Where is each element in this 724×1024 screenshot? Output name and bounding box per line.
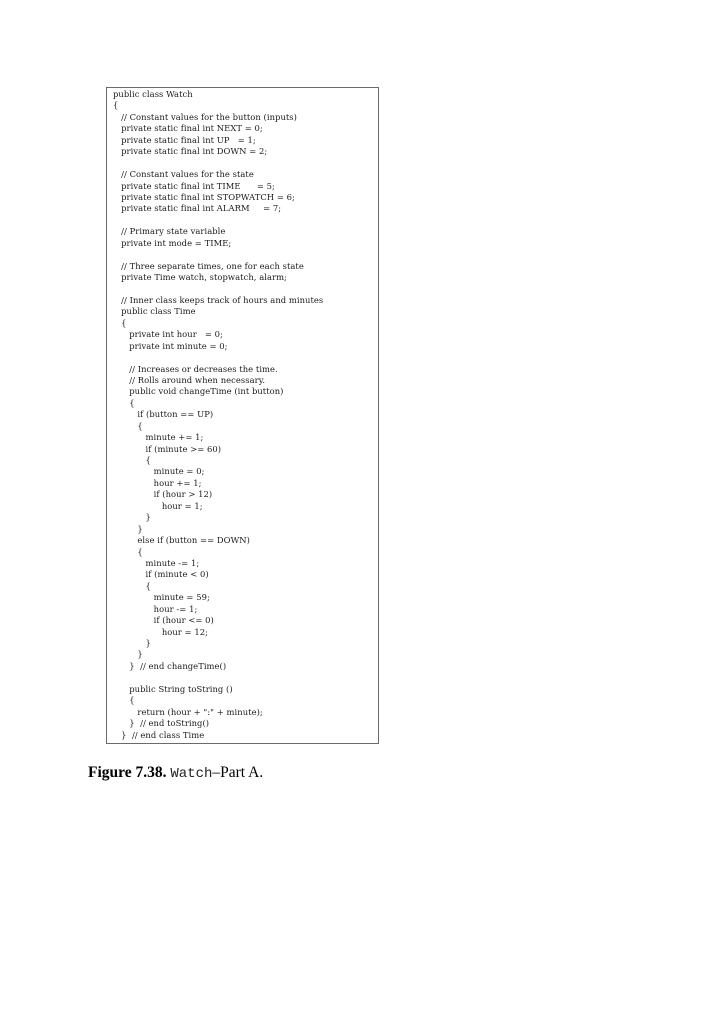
code-line: else if (button == DOWN) [113,535,250,546]
figure-class-name: Watch [170,766,213,782]
code-line [113,249,323,260]
code-line: private static final int UP = 1; [113,134,256,145]
code-line [113,352,323,363]
code-line: { [113,580,151,591]
code-line: // Constant values for the button (inputs) [113,111,297,122]
code-line: private int mode = TIME; [113,237,232,248]
code-line: minute = 0; [113,466,205,477]
code-line: if (hour > 12) [113,489,213,500]
code-line: // Rolls around when necessary. [113,374,266,385]
code-line: // Primary state variable [113,226,226,237]
code-line: return (hour + ":" + minute); [113,706,263,717]
code-line: { [113,317,127,328]
code-line: { [113,397,135,408]
code-line: hour += 1; [113,477,202,488]
code-line: if (button == UP) [113,409,214,420]
code-line: if (hour <= 0) [113,615,214,626]
code-listing-box [106,87,379,744]
code-line: minute = 59; [113,592,210,603]
code-line: { [113,455,151,465]
code-line: } [113,638,151,648]
figure-caption-suffix: –Part A. [212,764,264,781]
code-line: if (minute < 0) [113,569,209,580]
code-line: public class Time [113,306,196,317]
code-line: } [113,523,143,534]
code-line [113,672,323,683]
code-line: // Inner class keeps track of hours and minutes [113,294,324,305]
code-line: private static final int NEXT = 0; [113,123,263,134]
code-line: private int hour = 0; [113,329,223,340]
code-line: public class Watch [113,89,193,99]
code-line: hour = 1; [113,500,203,511]
code-line: public String toString () [113,683,233,694]
code-line: } [113,512,151,523]
code-line: // Constant values for the state [113,169,254,180]
code-line: } // end toString() [113,718,210,729]
code-line: minute += 1; [113,432,204,443]
code-line: public void changeTime (int button) [113,386,284,397]
code-line: } [113,649,143,660]
code-line: minute -= 1; [113,557,200,568]
code-line [113,158,323,169]
code-line: private static final int TIME = 5; [113,180,275,191]
code-line: private int minute = 0; [113,340,228,351]
code-line: private static final int ALARM = 7; [113,203,282,214]
code-line: private Time watch, stopwatch, alarm; [113,272,287,282]
code-line: } // end changeTime() [113,660,227,671]
code-line: } // end class Time [113,729,205,740]
code-line: hour -= 1; [113,603,198,614]
code-line: { [113,100,119,111]
figure-label: Figure 7.38. [88,764,167,781]
code-line: // Increases or decreases the time. [113,363,278,374]
code-line: if (minute >= 60) [113,443,222,454]
code-line: { [113,546,143,557]
code-line: { [113,420,143,431]
code-listing [113,89,323,741]
code-line [113,215,323,226]
figure-caption [88,764,263,782]
code-line: { [113,695,135,706]
code-line: private static final int STOPWATCH = 6; [113,191,295,202]
code-line [113,283,323,294]
code-line: hour = 12; [113,626,208,637]
code-line: private static final int DOWN = 2; [113,146,268,157]
code-line: // Three separate times, one for each state [113,260,304,271]
